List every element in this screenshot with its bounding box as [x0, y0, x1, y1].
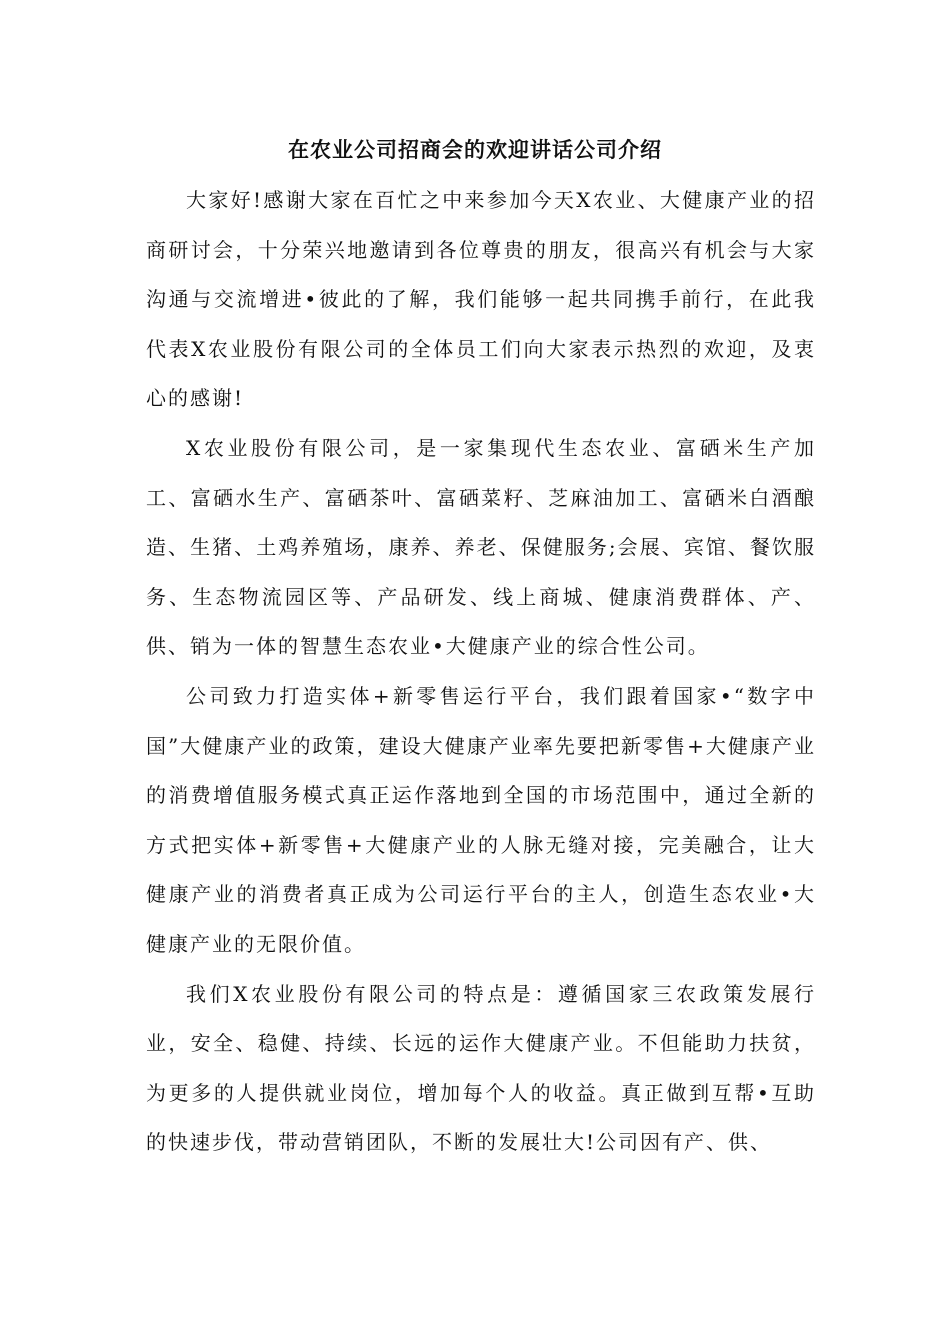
- paragraph-platform: 公司致力打造实体+新零售运行平台，我们跟着国家•“数字中国”大健康产业的政策，建设大健康产业率先要把新零售+大健康产业的消费增值服务模式真正运作落地到全国的市场范围中，通过全新的方式把实体+新零售+大健康产业的人脉无缝对接，完美融合，让大健康产业的消费者真正成为公司运行平台的主人，创造生态农业•大健康产业的无限价值。: [146, 683, 816, 956]
- document-title: 在农业公司招商会的欢迎讲话公司介绍: [288, 137, 662, 162]
- paragraph-features: 我们X农业股份有限公司的特点是：遵循国家三农政策发展行业，安全、稳健、持续、长远的运作大健康产业。不但能助力扶贫，为更多的人提供就业岗位，增加每个人的收益。真正做到互帮•互助的快速步伐，带动营销团队，不断的发展壮大!公司因有产、供、: [146, 981, 816, 1155]
- paragraph-welcome: 大家好!感谢大家在百忙之中来参加今天X农业、大健康产业的招商研讨会，十分荣兴地邀请到各位尊贵的朋友，很高兴有机会与大家沟通与交流增进•彼此的了解，我们能够一起共同携手前行，在此我代表X农业股份有限公司的全体员工们向大家表示热烈的欢迎，及衷心的感谢!: [146, 188, 816, 411]
- document-body: [146, 176, 816, 1168]
- paragraph-company-intro: X农业股份有限公司，是一家集现代生态农业、富硒米生产加工、富硒水生产、富硒茶叶、富硒菜籽、芝麻油加工、富硒米白酒酿造、生猪、土鸡养殖场，康养、养老、保健服务;会展、宾馆、餐饮服务、生态物流园区等、产品研发、线上商城、健康消费群体、产、供、销为一体的智慧生态农业•大健康产业的综合性公司。: [146, 435, 816, 659]
